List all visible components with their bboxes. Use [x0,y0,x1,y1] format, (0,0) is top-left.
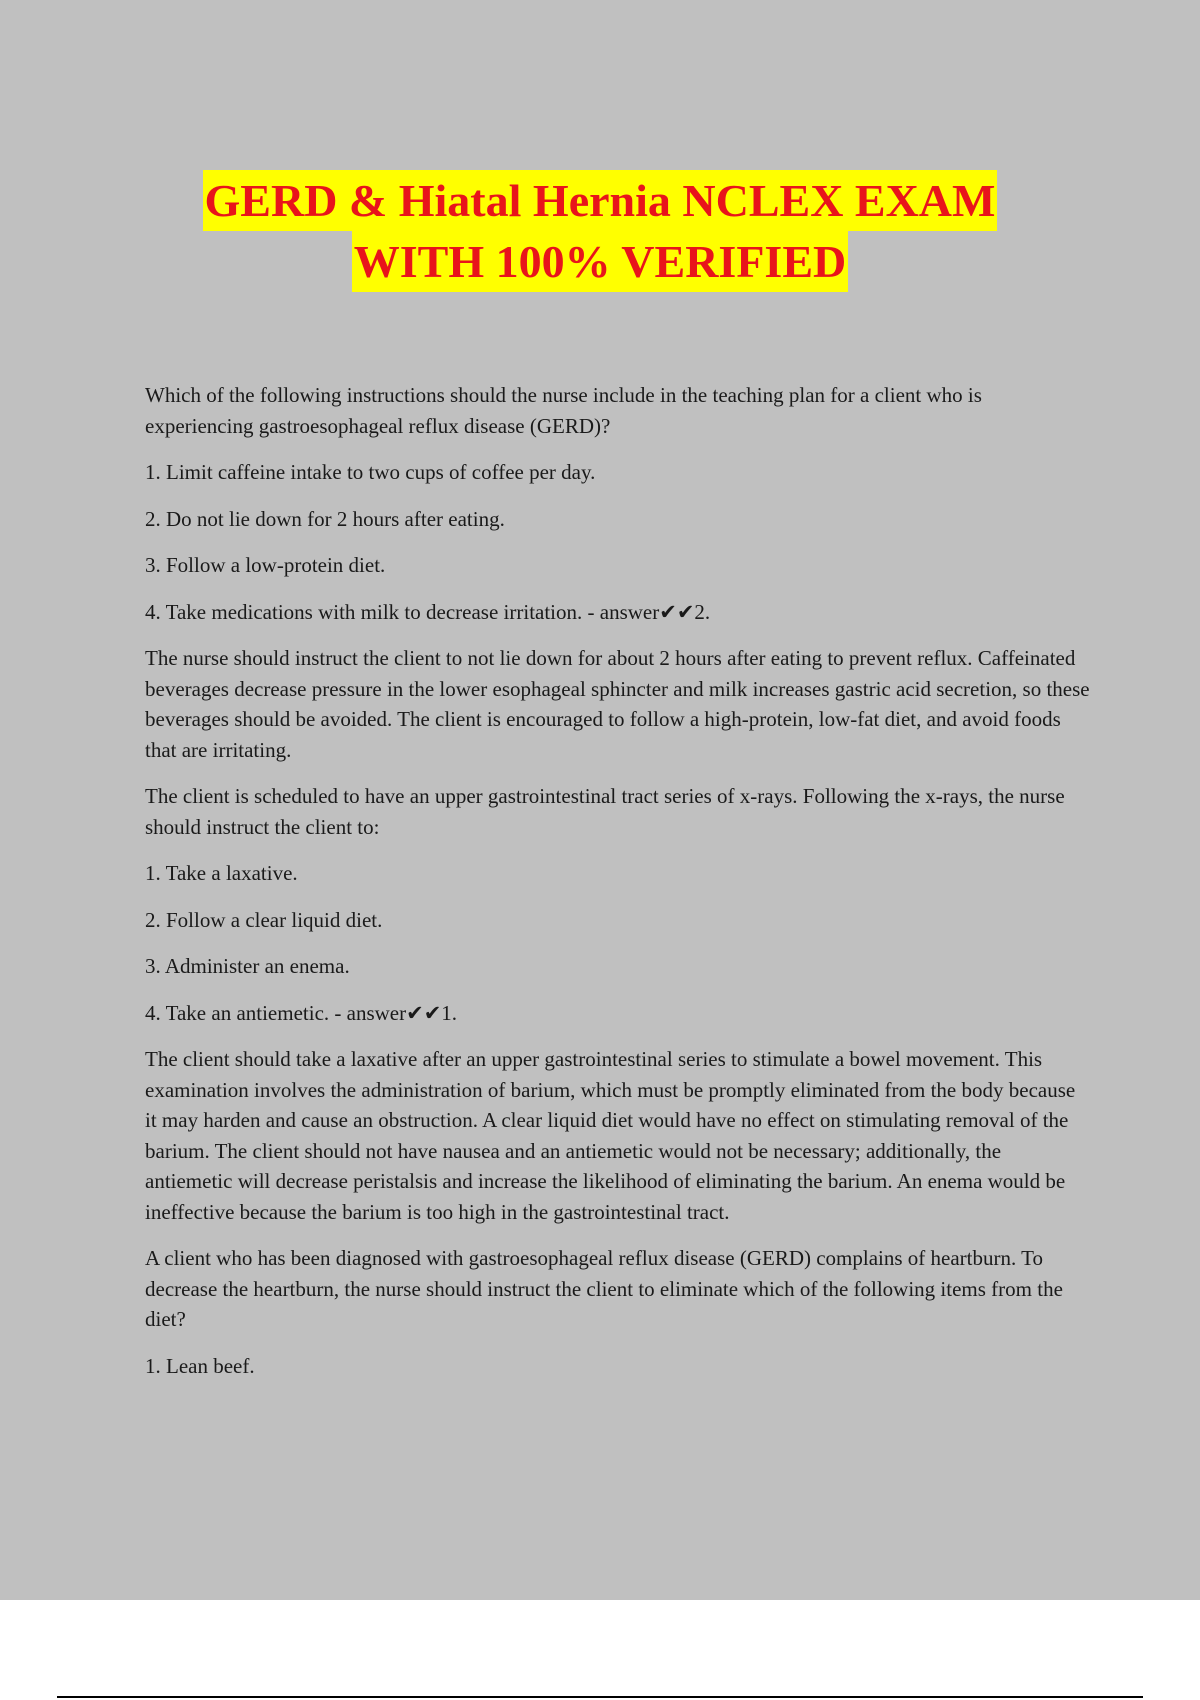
question-3-stem: A client who has been diagnosed with gastroesophageal reflux disease (GERD) complains of heartburn. To decrease the heartburn, the nurse should instruct the client to eliminate which of the following items from the diet? [145,1246,1063,1331]
question-1-option-1: 1. Limit caffeine intake to two cups of coffee per day. [145,460,596,484]
question-2-option-3: 3. Administer an enema. [145,954,350,978]
title-line-1: GERD & Hiatal Hernia NCLEX EXAM [203,170,998,231]
question-2-rationale: The client should take a laxative after an upper gastrointestinal series to stimulate a bowel movement. This examination involves the administration of barium, which must be promptly eliminated from the body because it may harden and cause an obstruction. A clear liquid diet would have no effect on stimulating removal of the barium. The client should not have nausea and an antiemetic would not be necessary; additionally, the antiemetic will decrease peristalsis and increase the likelihood of eliminating the barium. An enema would be ineffective because the barium is too high in the gastrointestinal tract. [145,1047,1076,1224]
question-1-option-3: 3. Follow a low-protein diet. [145,553,386,577]
question-2-option-1: 1. Take a laxative. [145,861,298,885]
question-1-stem: Which of the following instructions should the nurse include in the teaching plan for a client who is experiencing gastroesophageal reflux disease (GERD)? [145,383,982,438]
document-title [0,170,1200,292]
question-2-option-4-answer: 4. Take an antiemetic. - answer✔✔1. [145,1000,458,1025]
question-1-rationale: The nurse should instruct the client to not lie down for about 2 hours after eating to prevent reflux. Caffeinated beverages decrease pressure in the lower esophageal sphincter and milk increases gastric acid secretion, so these beverages should be avoided. The client is encouraged to follow a high-protein, low-fat diet, and avoid foods that are irritating. [145,646,1090,762]
question-1-option-2: 2. Do not lie down for 2 hours after eating. [145,506,505,531]
document-body [145,380,1090,1397]
question-2-stem: The client is scheduled to have an upper gastrointestinal tract series of x-rays. Following the x-rays, the nurse should instruct the client to: [145,784,1065,839]
question-3-option-1: 1. Lean beef. [145,1353,255,1378]
question-1-option-4-answer: 4. Take medications with milk to decrease irritation. - answer✔✔2. [145,599,711,624]
footer-divider [57,1696,1143,1698]
title-line-2: WITH 100% VERIFIED [352,231,848,292]
question-2-option-2: 2. Follow a clear liquid diet. [145,907,383,932]
